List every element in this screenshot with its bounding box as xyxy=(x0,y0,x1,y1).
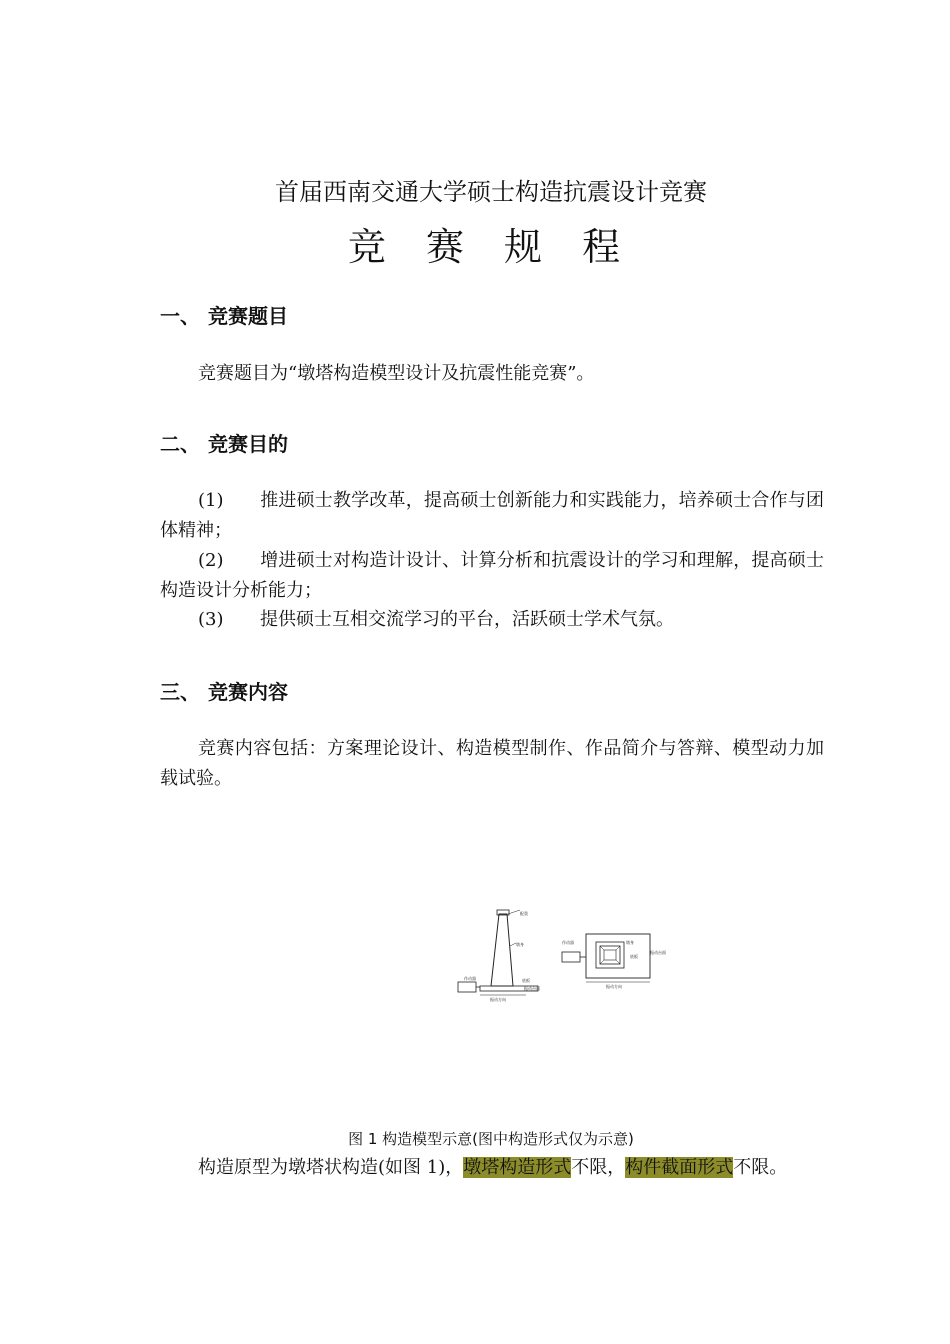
section-heading-2 xyxy=(160,428,288,457)
list-item-number: (3) xyxy=(198,609,224,630)
list-item-number: (1) xyxy=(198,490,224,511)
section-number: 三、 xyxy=(160,680,200,704)
elevation-view xyxy=(458,910,540,1002)
section-title: 竞赛内容 xyxy=(208,680,288,704)
closing-text: 构造原型为墩塔状构造(如图 1)， xyxy=(198,1157,464,1178)
list-item-text: 提供硕士互相交流学习的平台，活跃硕士学术气氛。 xyxy=(260,609,674,630)
section-heading-1 xyxy=(160,300,288,329)
label-tower-plan: 墩身 xyxy=(626,940,634,945)
section-heading-3 xyxy=(160,676,288,705)
closing-text: 不限。 xyxy=(733,1157,788,1178)
section-title: 竞赛题目 xyxy=(208,304,288,328)
list-item xyxy=(160,546,824,606)
section-title: 竞赛目的 xyxy=(208,432,288,456)
tower-shape xyxy=(491,914,513,986)
list-item-text: 推进硕士教学改革，提高硕士创新能力和实践能力，培养硕士合作与团体精神； xyxy=(160,490,824,541)
closing-text: 不限， xyxy=(571,1157,626,1178)
list-item xyxy=(160,605,824,635)
label-actuator-plan: 作动器 xyxy=(562,940,574,945)
closing-paragraph xyxy=(160,1153,824,1183)
plan-view xyxy=(562,934,666,989)
label-base-plan: 底板 xyxy=(630,954,638,959)
actuator-box xyxy=(458,982,476,992)
section-number: 一、 xyxy=(160,304,200,328)
actuator-box-plan xyxy=(562,952,580,962)
structure-model-figure xyxy=(450,908,690,1004)
label-table-plan: 振动台面 xyxy=(650,950,666,955)
document-subtitle: 竞 赛 规 程 xyxy=(347,225,635,269)
highlight-tower-form: 墩塔构造形式 xyxy=(463,1157,572,1178)
list-item-text: 增进硕士对构造计设计、计算分析和抗震设计的学习和理解，提高硕士构造设计分析能力； xyxy=(160,550,824,601)
list-item-number: (2) xyxy=(198,550,224,571)
section-number: 二、 xyxy=(160,432,200,456)
label-table: 振动台面 xyxy=(524,986,540,991)
label-direction: 振动方向 xyxy=(490,997,506,1002)
table-outline xyxy=(586,934,650,978)
figure-caption: 图 1 构造模型示意(图中构造形式仅为示意) xyxy=(348,1130,634,1148)
label-direction-plan: 振动方向 xyxy=(606,984,622,989)
label-base: 底板 xyxy=(522,978,530,983)
list-item xyxy=(160,486,824,546)
section-1-body: 竞赛题目为“墩塔构造模型设计及抗震性能竞赛”。 xyxy=(198,363,595,384)
highlight-section-form: 构件截面形式 xyxy=(625,1157,734,1178)
section-3-body: 竞赛内容包括：方案理论设计、构造模型制作、作品简介与答辩、模型动力加载试验。 xyxy=(160,738,824,789)
document-title: 首届西南交通大学硕士构造抗震设计竞赛 xyxy=(275,178,707,206)
label-top: 配重 xyxy=(520,911,528,916)
label-tower: 墩身 xyxy=(516,942,524,947)
label-actuator: 作动器 xyxy=(464,976,476,981)
